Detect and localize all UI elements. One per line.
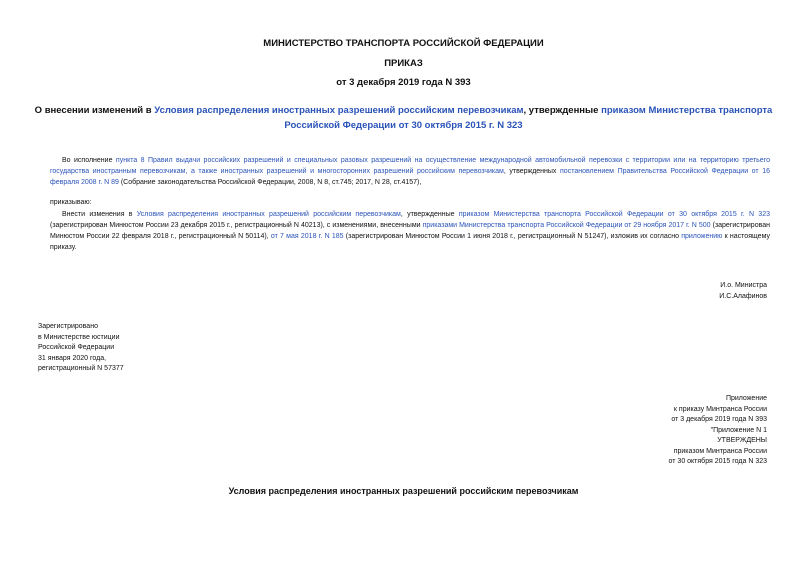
body-paragraph bbox=[50, 209, 770, 253]
title-middle: , утвержденные bbox=[523, 105, 602, 116]
body-text-5: (зарегистрирован Минюстом России 1 июня 2018 г., регистрационный N 51247), изложив их согласно bbox=[343, 233, 682, 240]
title-link-order-323[interactable]: приказом Министерства транспорта Российской Федерации от 30 октября 2015 г. N 323 bbox=[284, 105, 773, 131]
appendix-line-3: от 3 декабря 2019 года N 393 bbox=[671, 416, 767, 423]
title-link-conditions[interactable]: Условия распределения иностранных разрешений российским перевозчикам bbox=[154, 105, 524, 116]
registration-line-5: регистрационный N 57377 bbox=[38, 365, 124, 372]
body-link-conditions[interactable]: Условия распределения иностранных разрешений российским перевозчикам bbox=[136, 211, 401, 218]
ministry-heading: МИНИСТЕРСТВО ТРАНСПОРТА РОССИЙСКОЙ ФЕДЕРАЦИИ bbox=[263, 38, 544, 49]
preamble-text-2: , утвержденных bbox=[503, 168, 561, 175]
body-text-6: к настоящему приказу. bbox=[50, 233, 770, 251]
signature-position: И.о. Министра bbox=[720, 282, 767, 289]
annex-title: Условия распределения иностранных разрешений российским перевозчикам bbox=[228, 486, 579, 496]
appendix-block bbox=[669, 394, 767, 468]
body-link-order-185[interactable]: от 7 мая 2018 г. N 185 bbox=[270, 233, 344, 240]
signature-name: И.С.Алафинов bbox=[719, 292, 767, 300]
body-link-order-500[interactable]: приказами Министерства транспорта Российской Федерации от 29 ноября 2017 г. N 500 bbox=[422, 222, 711, 229]
body-text-1: Внести изменения в bbox=[62, 211, 137, 218]
appendix-line-6: приказом Минтранса России bbox=[673, 447, 767, 455]
appendix-line-4: "Приложение N 1 bbox=[710, 426, 767, 434]
preamble-link-resolution[interactable]: постановлением Правительства Российской Федерации от 16 февраля 2008 г. N 89 bbox=[50, 168, 770, 186]
appendix-line-7: от 30 октября 2015 года N 323 bbox=[668, 458, 767, 465]
appendix-line-2: к приказу Минтранса России bbox=[673, 405, 767, 413]
appendix-line-1: Приложение bbox=[725, 395, 767, 402]
title-prefix: О внесении изменений в bbox=[34, 105, 155, 116]
body-text-3: (зарегистрирован Минюстом России 23 декабря 2015 г., регистрационный N 40213), с изменениями, внесенными bbox=[50, 222, 423, 229]
document-title bbox=[30, 103, 777, 133]
registration-line-2: в Министерстве юстиции bbox=[38, 333, 120, 341]
body-link-appendix[interactable]: приложению bbox=[681, 233, 723, 240]
doc-date-number: от 3 декабря 2019 года N 393 bbox=[336, 77, 471, 88]
registration-line-4: 31 января 2020 года, bbox=[38, 354, 107, 362]
registration-line-1: Зарегистрировано bbox=[38, 323, 98, 330]
preamble-text-3: (Собрание законодательства Российской Федерации, 2008, N 8, ст.745; 2017, N 28, ст.4157), bbox=[118, 179, 422, 186]
registration-block bbox=[38, 322, 124, 375]
doc-type-heading: ПРИКАЗ bbox=[384, 58, 423, 69]
body-text-4: (зарегистрирован Минюстом России 22 февраля 2018 г., регистрационный N 50114), bbox=[50, 222, 770, 240]
body-link-order-323[interactable]: приказом Министерства транспорта Российской Федерации от 30 октября 2015 г. N 323 bbox=[458, 211, 770, 218]
preamble-link-rules[interactable]: пункта 8 Правил выдачи российских разрешений и специальных разовых разрешений на осуществление международной автомобильной перевозки с территории или на территорию третьего государства иностранным перевозчикам, а также иностранных разрешений и многосторонних разрешений российским перевозчикам bbox=[50, 157, 770, 175]
order-word: приказываю: bbox=[50, 199, 92, 206]
body-text-2: , утвержденные bbox=[400, 211, 459, 218]
registration-line-3: Российской Федерации bbox=[38, 344, 115, 351]
signature-block bbox=[719, 281, 767, 302]
preamble-paragraph bbox=[50, 155, 770, 188]
preamble-text-1: Во исполнение bbox=[62, 157, 116, 164]
appendix-line-5: УТВЕРЖДЕНЫ bbox=[717, 437, 767, 444]
